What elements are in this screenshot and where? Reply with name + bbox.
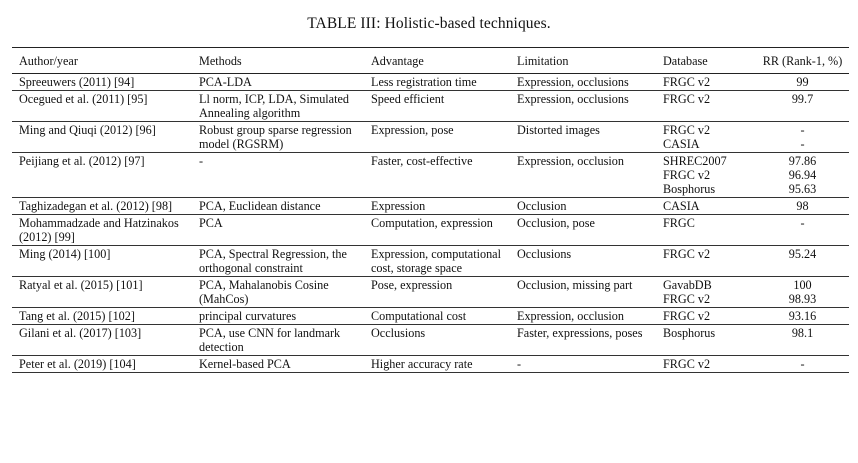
database-entry: FRGC v2 — [663, 168, 711, 182]
cell-advantage-text: Higher accuracy rate — [371, 357, 473, 371]
holistic-techniques-table — [12, 47, 849, 373]
cell-limitation-text: - — [517, 357, 522, 371]
cell-database — [656, 153, 756, 198]
cell-methods-text: PCA-LDA — [199, 75, 252, 89]
cell-limitation-text: Expression, occlusions — [517, 92, 629, 106]
cell-rr — [756, 277, 849, 308]
cell-database — [656, 74, 756, 91]
table-row — [12, 277, 849, 308]
cell-limitation-text: Distorted images — [517, 123, 600, 137]
cell-methods — [192, 246, 364, 277]
database-entry: FRGC v2 — [663, 123, 711, 137]
cell-author-text: Taghizadegan et al. (2012) [98] — [19, 199, 173, 213]
table-row — [12, 356, 849, 373]
cell-rr — [756, 325, 849, 356]
rr-value: - — [800, 123, 805, 137]
cell-author — [12, 356, 192, 373]
cell-rr — [756, 215, 849, 246]
cell-author-text: Peter et al. (2019) [104] — [19, 357, 136, 371]
cell-author — [12, 122, 192, 153]
cell-methods — [192, 122, 364, 153]
cell-advantage — [364, 215, 510, 246]
cell-advantage-text: Less registration time — [371, 75, 477, 89]
cell-advantage — [364, 153, 510, 198]
cell-advantage — [364, 277, 510, 308]
cell-methods-text: PCA, Spectral Regression, the orthogonal constraint — [199, 247, 347, 275]
table-row — [12, 153, 849, 198]
cell-rr — [756, 153, 849, 198]
cell-database — [656, 325, 756, 356]
cell-methods-text: principal curvatures — [199, 309, 297, 323]
cell-advantage — [364, 325, 510, 356]
table-body — [12, 74, 849, 373]
database-entry: FRGC v2 — [663, 357, 711, 371]
cell-limitation — [510, 325, 656, 356]
rr-value: 100 — [793, 278, 812, 292]
cell-author — [12, 91, 192, 122]
cell-advantage — [364, 308, 510, 325]
cell-author-text: Ming (2014) [100] — [19, 247, 111, 261]
cell-advantage — [364, 74, 510, 91]
cell-database — [656, 91, 756, 122]
cell-advantage — [364, 122, 510, 153]
header-row — [12, 48, 849, 74]
table-row — [12, 91, 849, 122]
cell-advantage-text: Faster, cost-effective — [371, 154, 473, 168]
cell-limitation-text: Occlusion, missing part — [517, 278, 633, 292]
cell-database — [656, 356, 756, 373]
cell-author-text: Ocegued et al. (2011) [95] — [19, 92, 148, 106]
cell-methods-text: PCA, Euclidean distance — [199, 199, 321, 213]
rr-value: 97.86 — [788, 154, 817, 168]
cell-advantage-text: Expression, pose — [371, 123, 454, 137]
cell-methods-text: Robust group sparse regression model (RGSRM) — [199, 123, 352, 151]
cell-author — [12, 246, 192, 277]
cell-methods-text: - — [199, 154, 204, 168]
database-entry: FRGC v2 — [663, 75, 711, 89]
table-row — [12, 246, 849, 277]
cell-database — [656, 122, 756, 153]
rr-value: 96.94 — [788, 168, 817, 182]
table-row — [12, 325, 849, 356]
cell-methods — [192, 153, 364, 198]
cell-limitation-text: Occlusions — [517, 247, 572, 261]
cell-rr — [756, 308, 849, 325]
rr-value: - — [800, 357, 805, 371]
cell-limitation — [510, 246, 656, 277]
header-database: Database — [663, 54, 708, 68]
cell-rr — [756, 122, 849, 153]
cell-methods-text: Ll norm, ICP, LDA, Simulated Annealing algorithm — [199, 92, 349, 120]
cell-rr — [756, 356, 849, 373]
cell-limitation — [510, 308, 656, 325]
cell-author-text: Mohammadzade and Hatzinakos (2012) [99] — [19, 216, 179, 244]
cell-advantage-text: Expression, computational cost, storage space — [371, 247, 501, 275]
cell-advantage-text: Pose, expression — [371, 278, 453, 292]
rr-value: 93.16 — [788, 309, 817, 323]
cell-advantage-text: Expression — [371, 199, 426, 213]
cell-methods-text: PCA, Mahalanobis Cosine (MahCos) — [199, 278, 329, 306]
cell-advantage-text: Occlusions — [371, 326, 426, 340]
cell-methods — [192, 198, 364, 215]
header-rr: RR (Rank-1, %) — [762, 54, 843, 68]
cell-database — [656, 308, 756, 325]
cell-database — [656, 246, 756, 277]
cell-advantage — [364, 91, 510, 122]
cell-author — [12, 277, 192, 308]
cell-methods-text: PCA, use CNN for landmark detection — [199, 326, 341, 354]
cell-limitation — [510, 215, 656, 246]
cell-rr — [756, 246, 849, 277]
table-row — [12, 74, 849, 91]
cell-limitation — [510, 74, 656, 91]
rr-value: 95.63 — [788, 182, 817, 196]
rr-value: 99 — [796, 75, 809, 89]
cell-advantage — [364, 246, 510, 277]
table-row — [12, 122, 849, 153]
header-limitation: Limitation — [517, 54, 569, 68]
cell-methods — [192, 91, 364, 122]
cell-methods — [192, 277, 364, 308]
table-header — [12, 48, 849, 74]
header-methods: Methods — [199, 54, 242, 68]
cell-author-text: Peijiang et al. (2012) [97] — [19, 154, 145, 168]
cell-methods-text: PCA — [199, 216, 223, 230]
header-advantage: Advantage — [371, 54, 424, 68]
cell-limitation-text: Occlusion, pose — [517, 216, 595, 230]
cell-author — [12, 74, 192, 91]
cell-limitation — [510, 356, 656, 373]
cell-limitation — [510, 198, 656, 215]
cell-author-text: Ratyal et al. (2015) [101] — [19, 278, 143, 292]
header-author-year: Author/year — [19, 54, 78, 68]
cell-limitation-text: Expression, occlusion — [517, 154, 624, 168]
cell-rr — [756, 91, 849, 122]
cell-limitation — [510, 122, 656, 153]
cell-methods — [192, 356, 364, 373]
rr-value: 95.24 — [788, 247, 817, 261]
cell-advantage-text: Computation, expression — [371, 216, 493, 230]
database-entry: FRGC v2 — [663, 309, 711, 323]
cell-methods — [192, 74, 364, 91]
cell-author — [12, 153, 192, 198]
cell-limitation — [510, 91, 656, 122]
cell-limitation-text: Expression, occlusions — [517, 75, 629, 89]
cell-rr — [756, 74, 849, 91]
database-entry: FRGC v2 — [663, 92, 711, 106]
cell-advantage — [364, 356, 510, 373]
rr-value: - — [800, 137, 805, 151]
cell-author — [12, 198, 192, 215]
database-entry: Bosphorus — [663, 326, 716, 340]
rr-value: - — [800, 216, 805, 230]
cell-limitation — [510, 153, 656, 198]
cell-author-text: Spreeuwers (2011) [94] — [19, 75, 135, 89]
database-entry: GavabDB — [663, 278, 712, 292]
database-entry: FRGC v2 — [663, 247, 711, 261]
cell-methods-text: Kernel-based PCA — [199, 357, 291, 371]
database-entry: CASIA — [663, 199, 700, 213]
cell-methods — [192, 308, 364, 325]
cell-database — [656, 277, 756, 308]
cell-author-text: Tang et al. (2015) [102] — [19, 309, 135, 323]
table-caption: TABLE III: Holistic-based techniques. — [307, 15, 551, 32]
cell-author — [12, 215, 192, 246]
database-entry: SHREC2007 — [663, 154, 727, 168]
rr-value: 99.7 — [791, 92, 814, 106]
cell-limitation — [510, 277, 656, 308]
rr-value: 98 — [796, 199, 809, 213]
cell-author — [12, 325, 192, 356]
cell-limitation-text: Expression, occlusion — [517, 309, 624, 323]
cell-advantage-text: Speed efficient — [371, 92, 445, 106]
cell-limitation-text: Faster, expressions, poses — [517, 326, 643, 340]
cell-rr — [756, 198, 849, 215]
database-entry: CASIA — [663, 137, 700, 151]
rr-value: 98.1 — [791, 326, 814, 340]
cell-author-text: Gilani et al. (2017) [103] — [19, 326, 142, 340]
cell-database — [656, 215, 756, 246]
cell-limitation-text: Occlusion — [517, 199, 567, 213]
cell-author — [12, 308, 192, 325]
database-entry: Bosphorus — [663, 182, 716, 196]
database-entry: FRGC — [663, 216, 695, 230]
cell-database — [656, 198, 756, 215]
cell-methods — [192, 325, 364, 356]
cell-methods — [192, 215, 364, 246]
database-entry: FRGC v2 — [663, 292, 711, 306]
cell-author-text: Ming and Qiuqi (2012) [96] — [19, 123, 156, 137]
cell-advantage-text: Computational cost — [371, 309, 467, 323]
table-row — [12, 215, 849, 246]
rr-value: 98.93 — [788, 292, 817, 306]
table-row — [12, 198, 849, 215]
table-row — [12, 308, 849, 325]
cell-advantage — [364, 198, 510, 215]
